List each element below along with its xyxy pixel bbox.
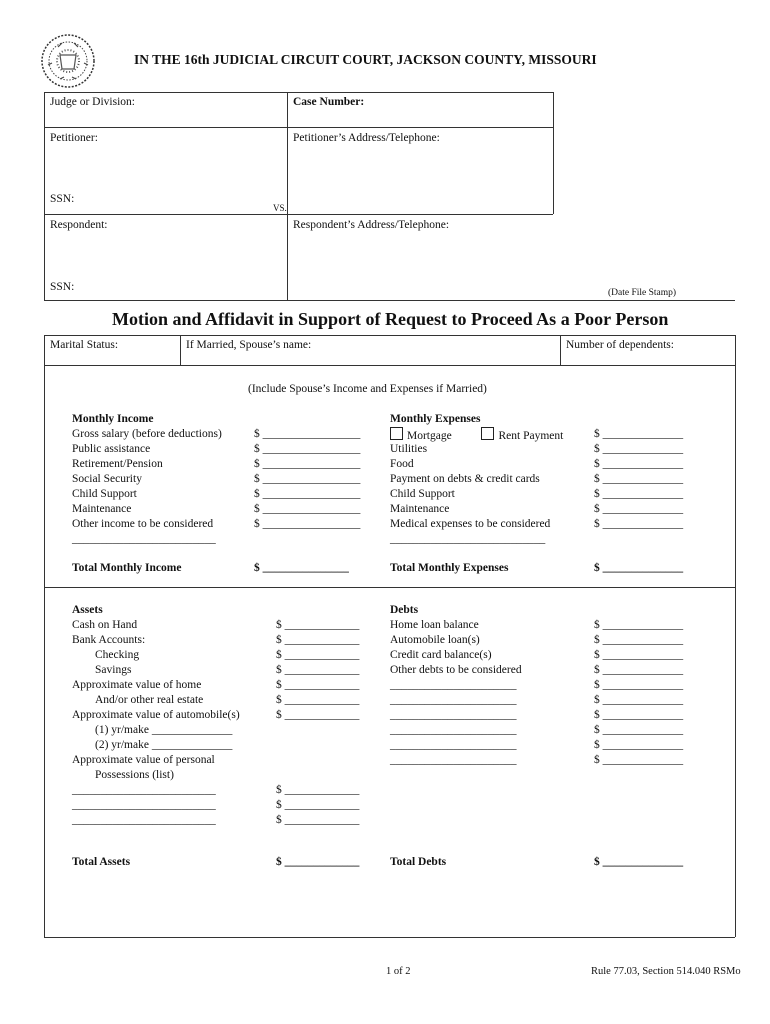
debt-blank: $ ______________	[594, 649, 684, 661]
expense-amounts	[594, 427, 683, 532]
asset-item: Possessions (list)	[95, 769, 174, 781]
total-monthly-income-blank: $ _______________	[254, 562, 349, 574]
debt-item: Credit card balance(s)	[390, 649, 492, 661]
form-title: Motion and Affidavit in Support of Request to Proceed As a Poor Person	[112, 309, 669, 329]
debt-blank: $ ______________	[594, 679, 684, 691]
expense-item: Utilities	[390, 443, 428, 455]
spouse-income-note: (Include Spouse’s Income and Expenses if Married)	[248, 383, 487, 395]
petitioner-address-label: Petitioner’s Address/Telephone:	[293, 132, 440, 144]
expense-item: Maintenance	[390, 503, 450, 515]
debt-item: ______________________	[390, 679, 517, 691]
asset-item: Savings	[95, 664, 132, 676]
debt-item: ______________________	[390, 754, 517, 766]
debt-blank: $ ______________	[594, 709, 684, 721]
asset-item: Bank Accounts:	[72, 634, 146, 646]
income-item: Public assistance	[72, 443, 151, 455]
income-amounts	[254, 427, 360, 532]
judge-division-label: Judge or Division:	[50, 96, 135, 108]
assets-section	[72, 603, 240, 828]
housing-options	[390, 427, 563, 442]
income-blank: $ _________________	[254, 503, 361, 515]
asset-item: (2) yr/make ______________	[95, 739, 233, 751]
expense-item: ___________________________	[390, 533, 546, 545]
rent-payment-checkbox[interactable]	[481, 427, 494, 440]
debt-blank: $ ______________	[594, 694, 684, 706]
total-assets-blank: $ _____________	[276, 856, 360, 868]
asset-amounts	[276, 618, 359, 723]
income-blank: $ _________________	[254, 518, 361, 530]
expense-item: Medical expenses to be considered	[390, 518, 551, 530]
income-item: _________________________	[72, 533, 216, 545]
marital-status-label: Marital Status:	[50, 339, 119, 351]
asset-item: Approximate value of personal	[72, 754, 215, 766]
expense-item: Payment on debts & credit cards	[390, 473, 540, 485]
expense-blank: $ ______________	[594, 518, 684, 530]
total-assets-label: Total Assets	[72, 856, 131, 868]
monthly-expenses-heading: Monthly Expenses	[390, 413, 481, 425]
expense-blank: $ ______________	[594, 473, 684, 485]
debt-item: Home loan balance	[390, 619, 479, 631]
asset-blank: $ _____________	[276, 694, 360, 706]
dependents-label: Number of dependents:	[566, 339, 674, 351]
asset-blank: $ _____________	[276, 679, 360, 691]
asset-item: (1) yr/make ______________	[95, 724, 233, 736]
debts-heading: Debts	[390, 604, 419, 616]
income-item: Retirement/Pension	[72, 458, 163, 470]
debts-section	[390, 603, 522, 768]
income-blank: $ _________________	[254, 443, 361, 455]
income-blank: $ _________________	[254, 428, 361, 440]
case-number-label: Case Number:	[293, 96, 365, 108]
total-monthly-income-label: Total Monthly Income	[72, 562, 182, 574]
asset-blank: $ _____________	[276, 664, 360, 676]
asset-blank: $ _____________	[276, 619, 360, 631]
asset-item: Cash on Hand	[72, 619, 138, 631]
versus-label: VS.	[273, 203, 287, 213]
expense-item: Food	[390, 458, 414, 470]
monthly-expenses-section	[390, 412, 563, 547]
mortgage-checkbox[interactable]	[390, 427, 403, 440]
debt-blank: $ ______________	[594, 754, 684, 766]
debt-blank: $ ______________	[594, 739, 684, 751]
expense-blank: $ ______________	[594, 428, 684, 440]
expense-blank: $ ______________	[594, 443, 684, 455]
asset-blank: $ _____________	[276, 634, 360, 646]
debt-amounts	[594, 618, 683, 768]
assets-heading: Assets	[72, 604, 103, 616]
possession-blank: $ _____________	[276, 784, 360, 796]
court-seal-icon	[40, 33, 96, 89]
debt-blank: $ ______________	[594, 664, 684, 676]
expense-blank: $ ______________	[594, 503, 684, 515]
asset-item: Approximate value of automobile(s)	[72, 709, 240, 721]
asset-item: And/or other real estate	[95, 694, 204, 706]
income-item: Social Security	[72, 473, 142, 485]
income-blank: $ _________________	[254, 473, 361, 485]
debt-item: ______________________	[390, 739, 517, 751]
debt-item: ______________________	[390, 709, 517, 721]
rule-citation: Rule 77.03, Section 514.040 RSMo	[591, 966, 741, 977]
expense-blank: $ ______________	[594, 458, 684, 470]
petitioner-label: Petitioner:	[50, 132, 98, 144]
page-number: 1 of 2	[386, 966, 411, 977]
spouse-name-label: If Married, Spouse’s name:	[186, 339, 312, 351]
possession-blank: $ _____________	[276, 814, 360, 826]
monthly-income-section	[72, 412, 222, 547]
asset-blank: $ _____________	[276, 649, 360, 661]
expense-item: Child Support	[390, 488, 455, 500]
total-monthly-expenses-blank: $ ______________	[594, 562, 684, 574]
monthly-income-heading: Monthly Income	[72, 413, 154, 425]
court-title: IN THE 16th JUDICIAL CIRCUIT COURT, JACKSON COUNTY, MISSOURI	[134, 52, 597, 67]
total-debts-label: Total Debts	[390, 856, 447, 868]
asset-blank: $ _____________	[276, 709, 360, 721]
income-item: Maintenance	[72, 503, 132, 515]
total-debts-blank: $ ______________	[594, 856, 684, 868]
income-item: Gross salary (before deductions)	[72, 428, 222, 440]
asset-item: Checking	[95, 649, 140, 661]
debt-item: Automobile loan(s)	[390, 634, 480, 646]
asset-item: _________________________	[72, 784, 216, 796]
date-file-stamp-label: (Date File Stamp)	[608, 288, 677, 298]
debt-blank: $ ______________	[594, 634, 684, 646]
mortgage-label: Mortgage	[407, 430, 452, 442]
rent-payment-label: Rent Payment	[498, 430, 564, 442]
respondent-label: Respondent:	[50, 219, 108, 231]
petitioner-ssn-label: SSN:	[50, 193, 75, 205]
income-item: Child Support	[72, 488, 137, 500]
debt-item: ______________________	[390, 694, 517, 706]
income-item: Other income to be considered	[72, 518, 214, 530]
debt-blank: $ ______________	[594, 724, 684, 736]
debt-item: Other debts to be considered	[390, 664, 522, 676]
respondent-address-label: Respondent’s Address/Telephone:	[293, 219, 450, 231]
possession-amounts	[276, 783, 359, 828]
asset-item: _________________________	[72, 814, 216, 826]
debt-blank: $ ______________	[594, 619, 684, 631]
debt-item: ______________________	[390, 724, 517, 736]
expense-blank: $ ______________	[594, 488, 684, 500]
total-monthly-expenses-label: Total Monthly Expenses	[390, 562, 509, 574]
income-blank: $ _________________	[254, 488, 361, 500]
possession-blank: $ _____________	[276, 799, 360, 811]
asset-item: Approximate value of home	[72, 679, 202, 691]
respondent-ssn-label: SSN:	[50, 281, 75, 293]
asset-item: _________________________	[72, 799, 216, 811]
income-blank: $ _________________	[254, 458, 361, 470]
